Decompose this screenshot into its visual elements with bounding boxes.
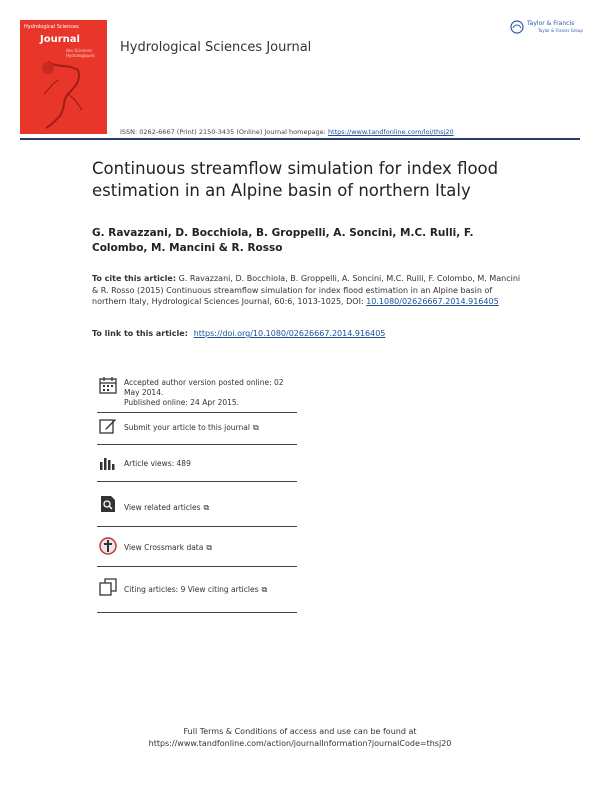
external-link-icon: ⧉ [203,503,210,512]
crossmark-icon [99,537,117,555]
accepted-date: Accepted author version posted online: 02 May 2014. [124,378,284,397]
cover-subtitle: des Sciences Hydrologiques [66,48,95,58]
crossmark-link[interactable]: View Crossmark data [124,543,204,552]
related-articles-link[interactable]: View related articles [124,503,201,512]
taylor-francis-logo-icon [510,20,524,34]
journal-cover [20,20,107,134]
crossmark-item[interactable] [97,526,297,567]
article-title: Continuous streamflow simulation for index flood estimation in an Alpine basin of northern Italy [92,159,499,200]
header-divider [20,138,580,140]
article-url-link[interactable]: https://doi.org/10.1080/02626667.2014.916405 [193,329,386,338]
edit-icon [99,417,117,435]
related-articles-item[interactable] [97,481,297,527]
submit-article-item[interactable] [97,412,297,445]
citation-block [92,273,522,308]
copy-icon [99,578,117,596]
footer-terms: Full Terms & Conditions of access and use can be found at [183,727,417,736]
cover-big-title: Journal [40,34,80,45]
journal-homepage-link[interactable]: https://www.tandfonline.com/loi/thsj20 [327,128,454,136]
calendar-icon [99,376,117,394]
external-link-icon: ⧉ [261,585,268,594]
citing-articles-link[interactable]: Citing articles: 9 View citing articles [124,585,259,594]
publication-dates [97,374,297,413]
publisher-logo[interactable] [510,18,582,38]
citing-articles-item[interactable] [97,566,297,613]
cover-small-title: Hydrological Sciences [24,24,79,30]
journal-title[interactable]: Hydrological Sciences Journal [120,40,312,55]
link-line [92,329,385,338]
article-views: Article views: 489 [124,459,191,468]
cite-text: G. Ravazzani, D. Bocchiola, B. Groppelli, A. Soncini, M.C. Rulli, F. Colombo, M. Mancini & R. Rosso (2015) Continuous streamflow simulation for index flood estimation in an Alpine basin of northern Italy, Hydrological Sciences Journal, 60:6, 1013-1025, DOI: [92,274,521,306]
footer [0,726,600,750]
footer-terms-link[interactable]: https://www.tandfonline.com/action/journalInformation?journalCode=thsj20 [148,739,452,748]
document-search-icon [99,495,117,513]
published-date: Published online: 24 Apr 2015. [124,398,240,407]
publisher-sub: Taylor & Francis Group [538,28,583,33]
external-link-icon: ⧉ [252,423,259,432]
article-views-item [97,444,297,482]
link-label: To link to this article: [92,329,191,338]
doi-link[interactable]: 10.1080/02626667.2014.916405 [366,297,499,306]
issn-line [120,128,454,136]
article-authors: G. Ravazzani, D. Bocchiola, B. Groppelli, A. Soncini, M.C. Rulli, F. Colombo, M. Mancini & R. Rosso [92,227,474,254]
submit-article-link[interactable]: Submit your article to this journal [124,423,250,432]
issn-text: ISSN: 0262-6667 (Print) 2150-3435 (Online) Journal homepage: [120,128,328,136]
bar-chart-icon [99,454,117,472]
cite-label: To cite this article: [92,274,177,283]
publisher-name: Taylor & Francis [527,20,575,27]
external-link-icon: ⧉ [206,543,213,552]
river-map-icon [38,60,88,130]
